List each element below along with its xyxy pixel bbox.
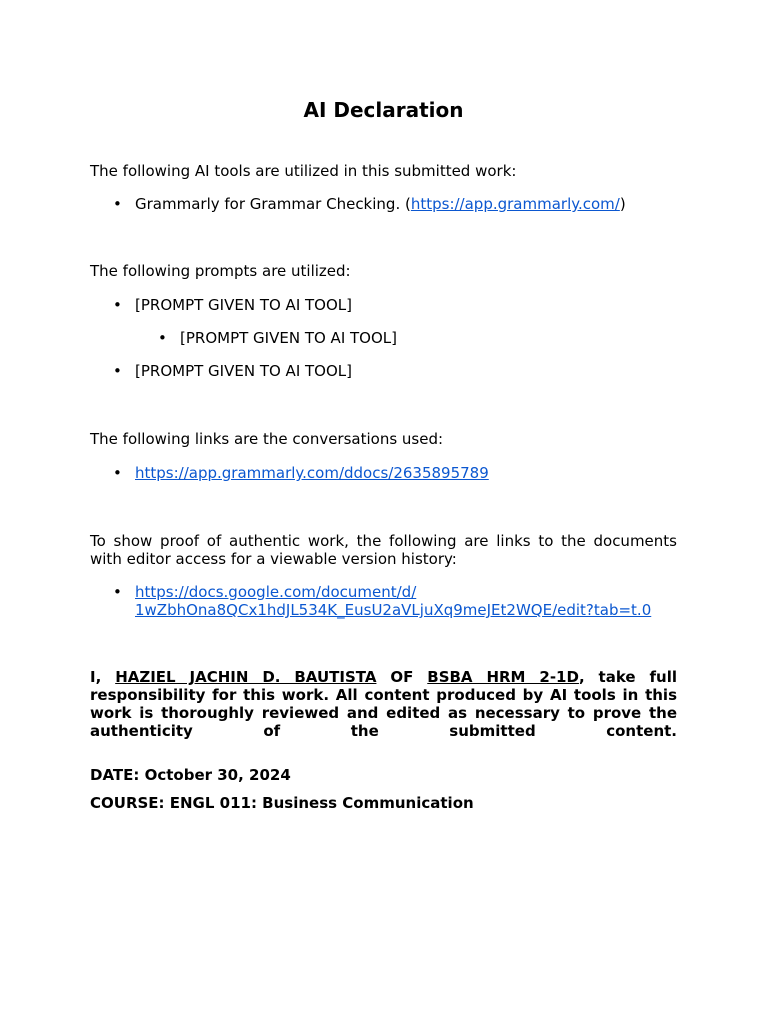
list-item bbox=[158, 329, 397, 347]
conversation-link[interactable]: https://app.grammarly.com/ddocs/2635895789 bbox=[135, 464, 489, 482]
prompt-text: [PROMPT GIVEN TO AI TOOL] bbox=[180, 329, 397, 347]
course-line: COURSE: ENGL 011: Business Communication bbox=[90, 794, 474, 812]
proof-intro: To show proof of authentic work, the following are links to the documents with editor access for a viewable version history: bbox=[90, 532, 677, 568]
list-item bbox=[113, 583, 652, 619]
bullet-icon: • bbox=[113, 195, 122, 213]
list-item bbox=[113, 362, 352, 380]
declaration-line-3: work is thoroughly reviewed and edited as necessary to prove the bbox=[90, 704, 677, 722]
bullet-icon: • bbox=[113, 296, 122, 314]
grammarly-link[interactable]: https://app.grammarly.com/ bbox=[410, 195, 620, 213]
tool-suffix: ) bbox=[619, 195, 626, 213]
bullet-icon: • bbox=[113, 464, 122, 482]
bullet-icon: • bbox=[113, 362, 122, 380]
declaration-of: OF bbox=[376, 668, 428, 686]
declaration-rest: , take full bbox=[578, 668, 677, 686]
google-doc-link-line2: 1wZbhOna8QCx1hdJL534K_EusU2aVLjuXq9meJEt2WQE/edit?tab=t.0 bbox=[135, 601, 652, 619]
date-line: DATE: October 30, 2024 bbox=[90, 766, 291, 784]
google-doc-link[interactable] bbox=[135, 583, 651, 619]
bullet-icon: • bbox=[158, 329, 167, 347]
declaration-line-4: authenticity of the submitted content. bbox=[90, 722, 677, 740]
declaration-paragraph bbox=[90, 668, 677, 740]
bullet-icon: • bbox=[113, 583, 122, 601]
program-section: BSBA HRM 2-1D bbox=[427, 668, 579, 686]
declaration-line-1 bbox=[90, 668, 677, 686]
page-title: AI Declaration bbox=[303, 98, 464, 122]
tool-text: Grammarly for Grammar Checking. ( bbox=[135, 195, 411, 213]
declaration-prefix: I, bbox=[90, 668, 116, 686]
list-item bbox=[113, 296, 352, 314]
student-name: HAZIEL JACHIN D. BAUTISTA bbox=[115, 668, 377, 686]
conversations-intro: The following links are the conversations used: bbox=[90, 430, 444, 448]
prompts-intro: The following prompts are utilized: bbox=[90, 262, 351, 280]
list-item bbox=[113, 195, 626, 213]
list-item bbox=[113, 464, 489, 482]
tools-intro: The following AI tools are utilized in this submitted work: bbox=[90, 162, 517, 180]
google-doc-link-line1: https://docs.google.com/document/d/ bbox=[135, 583, 417, 601]
prompt-text: [PROMPT GIVEN TO AI TOOL] bbox=[135, 362, 352, 380]
prompt-text: [PROMPT GIVEN TO AI TOOL] bbox=[135, 296, 352, 314]
declaration-line-2: responsibility for this work. All content produced by AI tools in this bbox=[90, 686, 677, 704]
